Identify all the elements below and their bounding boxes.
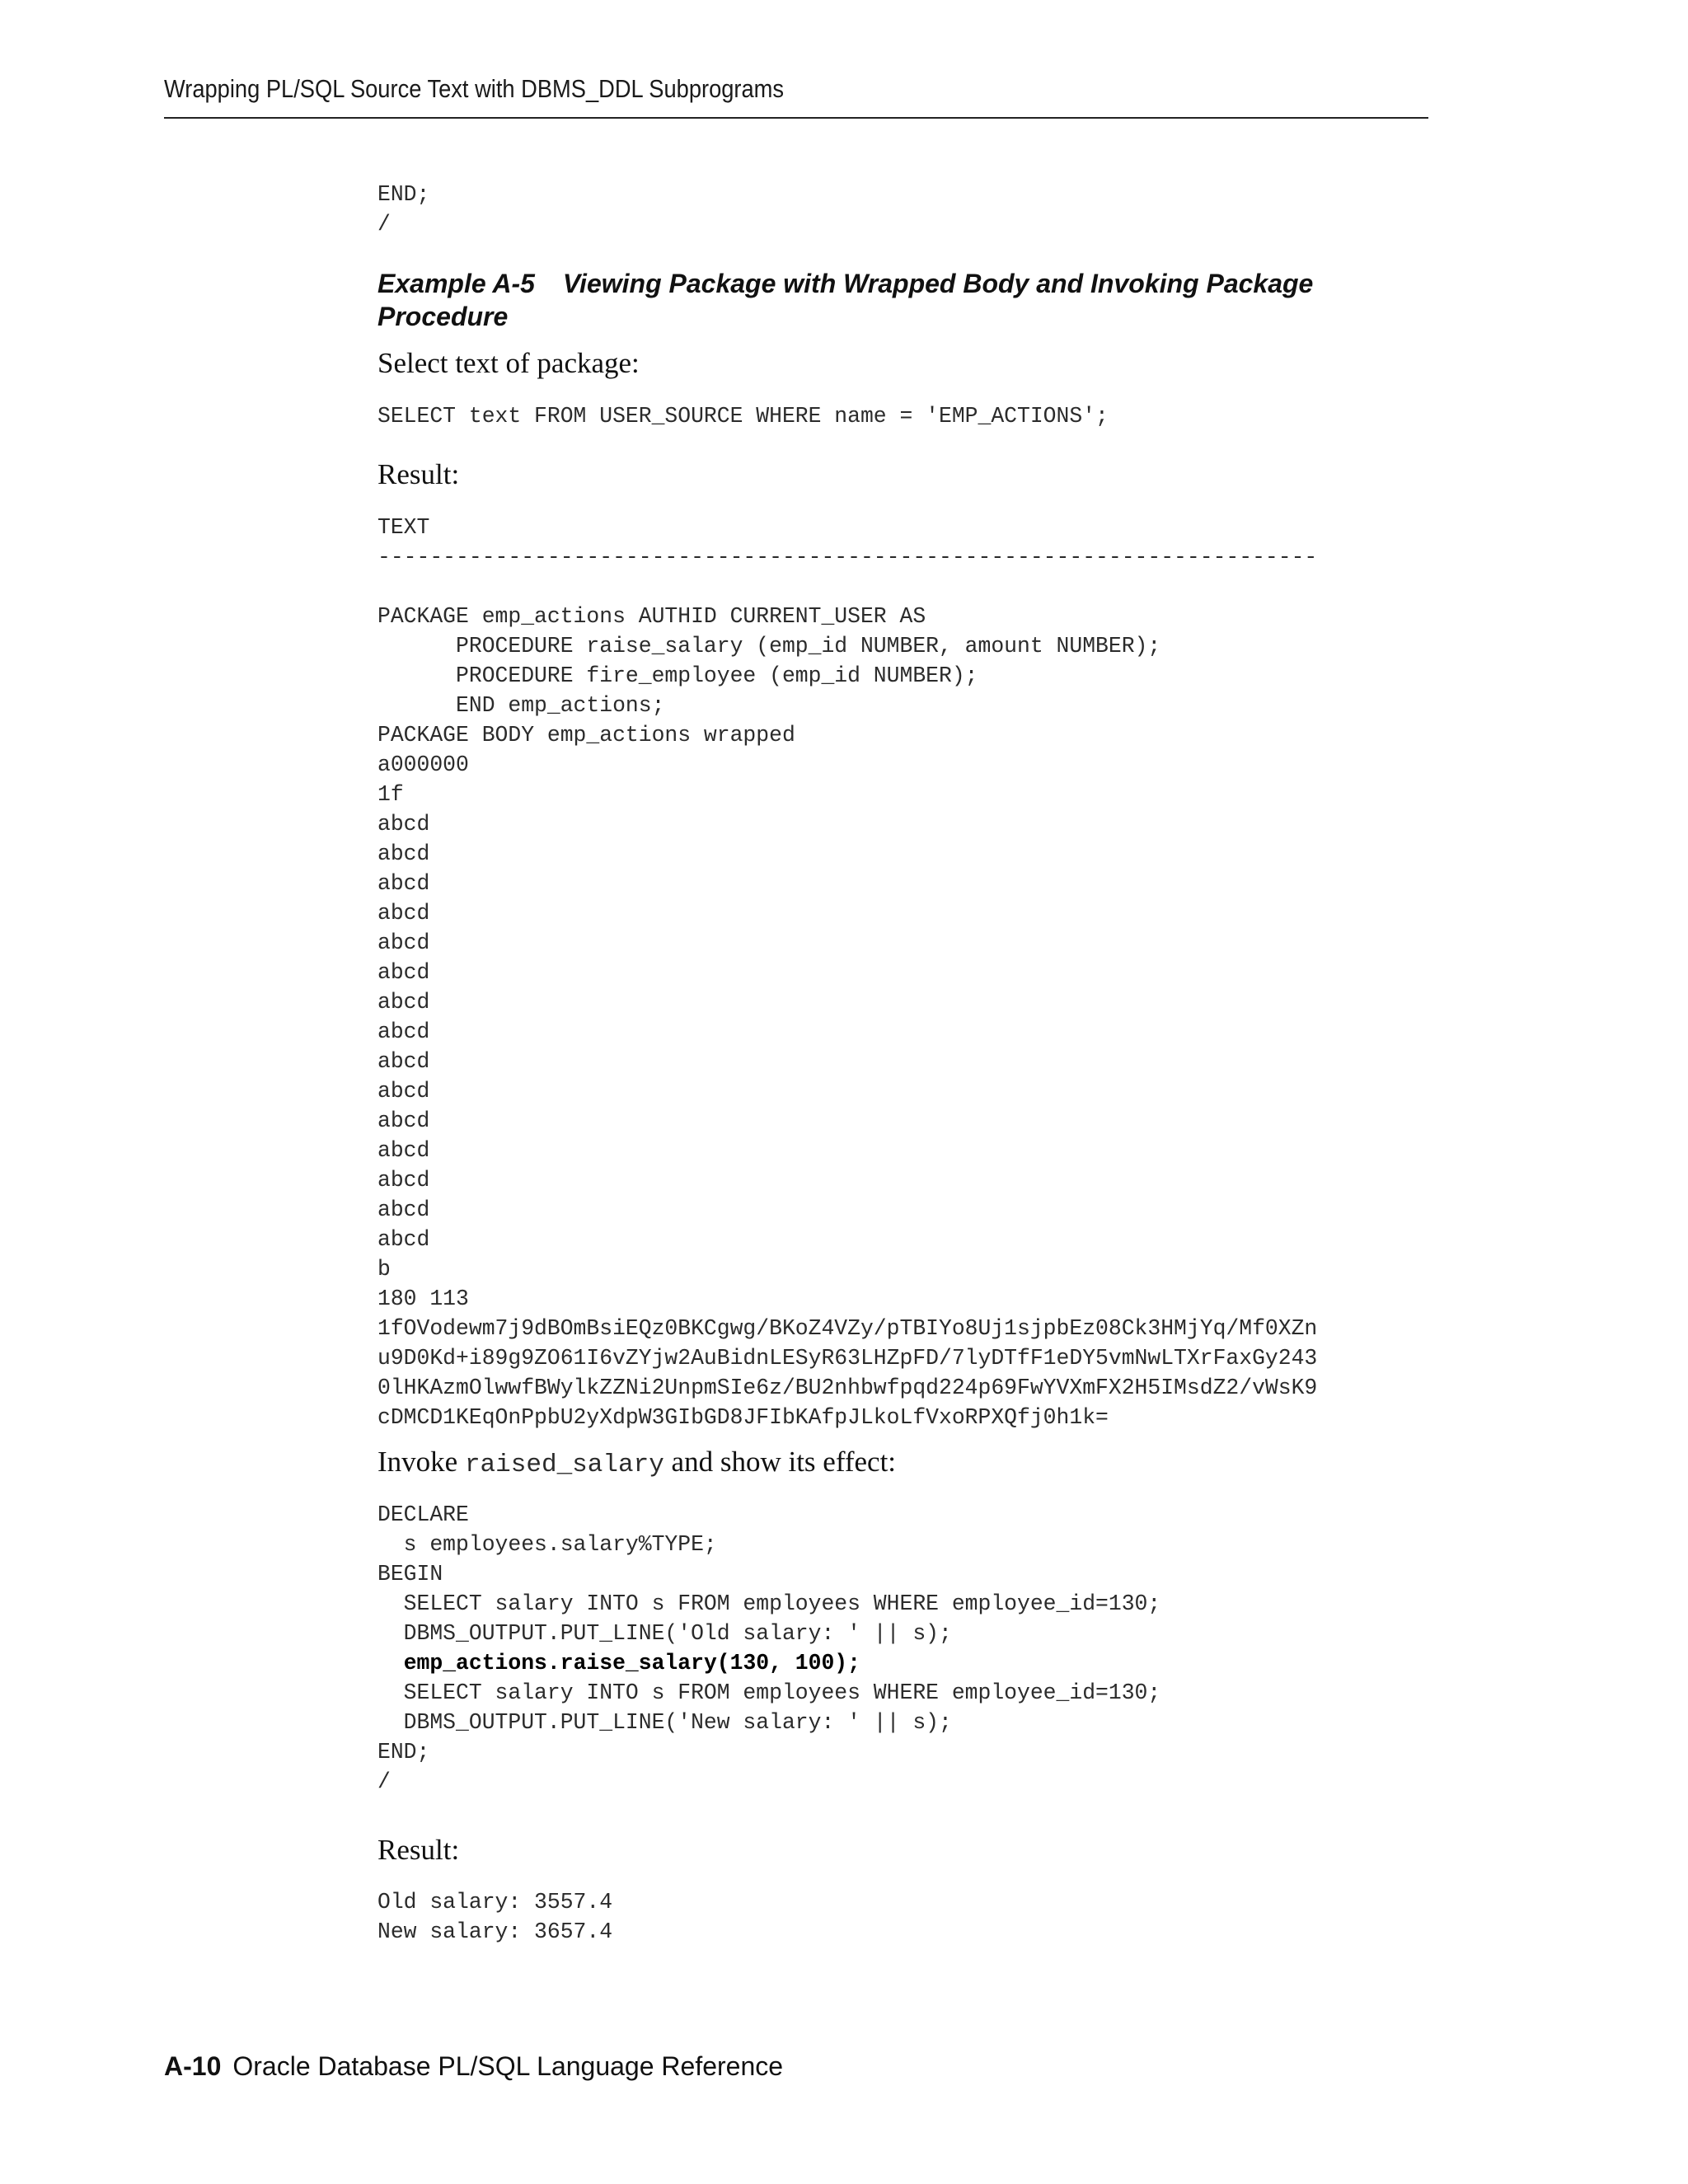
code-line (377, 1648, 1160, 1678)
invoke-code-block (377, 1500, 1160, 1797)
result-line: 0lHKAzmOlwwfBWylkZZNi2UnpmSIe6z/BU2nhbwfpqd224p69FwYVXmFX2H5IMsdZ2/vWsK9 (377, 1376, 1318, 1400)
result-line: abcd (377, 930, 430, 955)
result-line: PACKAGE BODY emp_actions wrapped (377, 723, 795, 748)
code-line: DBMS_OUTPUT.PUT_LINE('Old salary: ' || s); (377, 1621, 952, 1646)
result-line: u9D0Kd+i89g9ZO61I6vZYjw2AuBidnLESyR63LHZpFD/7lyDTfF1eDY5vmNwLTXrFaxGy243 (377, 1346, 1318, 1371)
result-line: abcd (377, 990, 430, 1015)
result-line: abcd (377, 1197, 430, 1222)
result-line: abcd (377, 1108, 430, 1133)
example-title (377, 267, 1391, 333)
step1-text: Select text of package: (377, 347, 640, 379)
result-line: abcd (377, 812, 430, 837)
code-line: DECLARE (377, 1502, 469, 1527)
bold-procedure-call: emp_actions.raise_salary(130, 100); (403, 1651, 860, 1675)
result2-label: Result: (377, 1834, 460, 1866)
result-line: 1fOVodewm7j9dBOmBsiEQz0BKCgwg/BKoZ4VZy/pTBIYo8Uj1sjpbEz08Ck3HMjYq/Mf0XZn (377, 1316, 1318, 1341)
code-line: s employees.salary%TYPE; (377, 1532, 717, 1557)
code-line: DBMS_OUTPUT.PUT_LINE('New salary: ' || s); (377, 1710, 952, 1735)
page-footer (164, 2051, 783, 2082)
result-line (377, 572, 1317, 602)
result-line: abcd (377, 960, 430, 985)
top-code-block (377, 180, 429, 239)
result-line: abcd (377, 1079, 430, 1104)
step2-text (377, 1444, 896, 1483)
result-line: PROCEDURE raise_salary (emp_id NUMBER, amount NUMBER); (377, 634, 1161, 658)
result-line: New salary: 3657.4 (377, 1919, 613, 1944)
code-line: / (377, 1769, 391, 1794)
result-line: PROCEDURE fire_employee (emp_id NUMBER); (377, 663, 978, 688)
result-line: abcd (377, 1138, 430, 1163)
result-line: b (377, 1257, 391, 1282)
result-line: abcd (377, 841, 430, 866)
result1-label: Result: (377, 458, 460, 490)
code-line: SELECT text FROM USER_SOURCE WHERE name = 'EMP_ACTIONS'; (377, 404, 1109, 429)
code-line: END; (377, 1740, 430, 1765)
result-line: cDMCD1KEqOnPpbU2yXdpW3GIbGD8JFIbKAfpJLkoLfVxoRPXQfj0h1k= (377, 1405, 1109, 1430)
result-line: PACKAGE emp_actions AUTHID CURRENT_USER AS (377, 604, 926, 629)
result-line: a000000 (377, 752, 469, 777)
example-number: Example A-5 (377, 269, 535, 298)
page-number: A-10 (164, 2051, 222, 2081)
result-line: 180 113 (377, 1286, 469, 1311)
result-line: abcd (377, 1168, 430, 1193)
result-line: END emp_actions; (377, 693, 665, 718)
example-title-line1: Viewing Package with Wrapped Body and Invoking Package (562, 269, 1314, 298)
result-line: 1f (377, 782, 404, 807)
result-line: Old salary: 3557.4 (377, 1890, 613, 1915)
code-line: BEGIN (377, 1562, 443, 1586)
result-line: abcd (377, 1227, 430, 1252)
inline-code-raised-salary: raised_salary (464, 1451, 664, 1479)
result-line: abcd (377, 1019, 430, 1044)
step2-text-after: and show its effect: (671, 1446, 897, 1478)
result-line: abcd (377, 901, 430, 926)
result-line: abcd (377, 1049, 430, 1074)
result-line: TEXT (377, 515, 430, 540)
code-line: SELECT salary INTO s FROM employees WHERE employee_id=130; (377, 1680, 1161, 1705)
step2-text-before: Invoke (377, 1446, 458, 1478)
select-code-block (377, 401, 1109, 431)
book-title: Oracle Database PL/SQL Language Reference (232, 2051, 784, 2081)
result1-code-block (377, 513, 1317, 1432)
result-line: abcd (377, 871, 430, 896)
code-line: END; (377, 182, 430, 207)
code-line: SELECT salary INTO s FROM employees WHERE employee_id=130; (377, 1591, 1161, 1616)
example-title-line2: Procedure (377, 302, 509, 331)
code-line: / (377, 212, 391, 237)
page-header (164, 71, 1428, 119)
header-title: Wrapping PL/SQL Source Text with DBMS_DDL Subprograms (164, 74, 785, 103)
result2-code-block (377, 1887, 612, 1947)
result-line: ------------------------------------------------------------------------ (377, 545, 1318, 569)
code-indent (377, 1651, 404, 1675)
